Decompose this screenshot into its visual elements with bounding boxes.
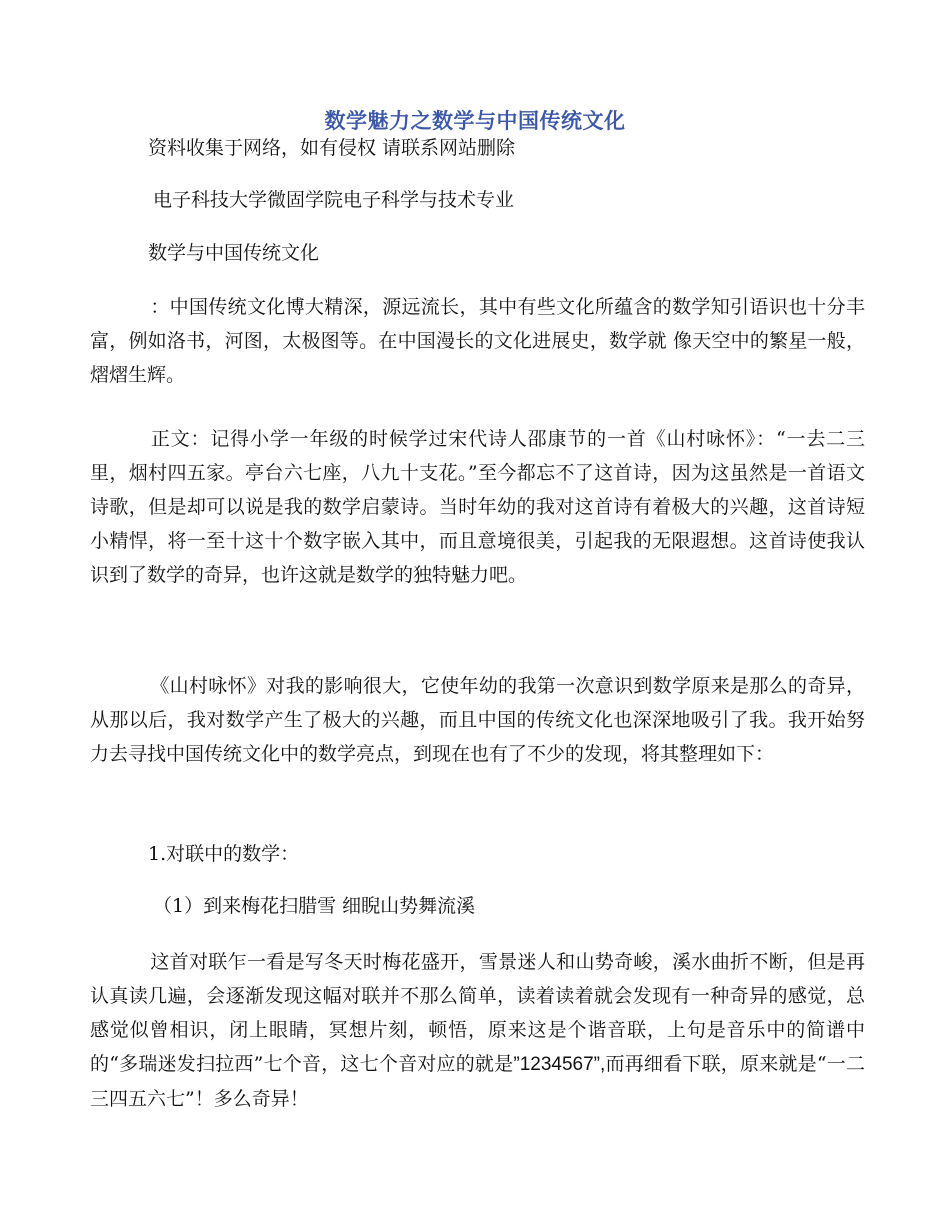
body-paragraph-1 [90, 422, 865, 592]
body-paragraph-2-text: 《山村咏怀》对我的影响很大，它使年幼的我第一次意识到数学原来是那么的奇异，从那以后，我对数学产生了极大的兴趣，而且中国的传统文化也深深地吸引了我。我开始努力去寻找中国传统文化中的数学亮点，到现在也有了不少的发现，将其整理如下： [90, 675, 865, 765]
affiliation: 电子科技大学微固学院电子科学与技术专业 [153, 189, 515, 211]
abstract-paragraph [90, 290, 865, 392]
section-heading-couplets: 1.对联中的数学： [148, 843, 300, 865]
couplet-1: （1）到来梅花扫腊雪 细睨山势舞流溪 [153, 895, 476, 917]
abstract-text: ：中国传统文化博大精深，源远流长，其中有些文化所蕴含的数学知引语识也十分丰富，例如洛书，河图，太极图等。在中国漫长的文化进展史，数学就 像天空中的繁星一般，熠熠生辉。 [90, 296, 865, 386]
body-paragraph-3-ending: 而再细看下联，原来就是“一二三四五六七”！多么奇异！ [90, 1053, 865, 1110]
subtitle: 数学与中国传统文化 [148, 242, 320, 264]
number-sequence: ”1234567”, [513, 1054, 606, 1075]
body-paragraph-2 [90, 669, 865, 771]
body-paragraph-1-text: 正文：记得小学一年级的时候学过宋代诗人邵康节的一首《山村咏怀》：“一去二三里，烟村四五家。亭台六七座，八九十支花。”至今都忘不了这首诗，因为这虽然是一首语文诗歌，但是却可以说是我的数学启蒙诗。当时年幼的我对这首诗有着极大的兴趣，这首诗短小精悍，将一至十这十个数字嵌入其中，而且意境很美，引起我的无限遐想。这首诗使我认识到了数学的奇异，也许这就是数学的独特魅力吧。 [90, 428, 865, 586]
body-paragraph-3 [90, 945, 865, 1116]
body-paragraph-3-text: 这首对联乍一看是写冬天时梅花盛开，雪景迷人和山势奇峻，溪水曲折不断，但是再认真读几遍，会逐渐发现这幅对联并不那么简单，读着读着就会发现有一种奇异的感觉，总感觉似曾相识，闭上眼睛，冥想片刻，顿悟，原来这是个谐音联，上句是音乐中的简谱中的“多瑞迷发扫拉西”七个音，这七个音对应的就是 [90, 951, 865, 1075]
document-title: 数学魅力之数学与中国传统文化 [324, 108, 626, 133]
source-note: 资料收集于网络，如有侵权 请联系网站删除 [148, 137, 516, 159]
